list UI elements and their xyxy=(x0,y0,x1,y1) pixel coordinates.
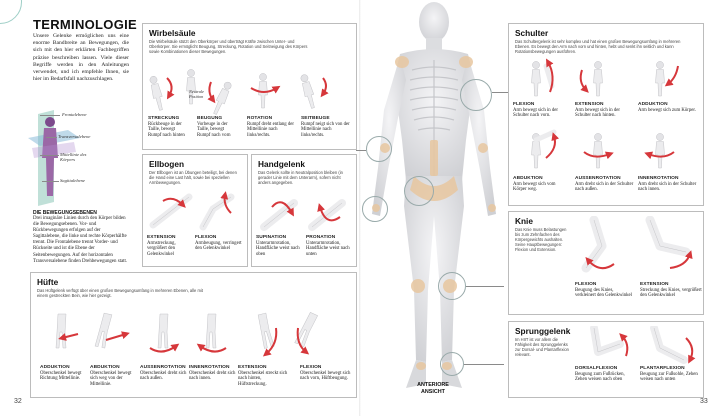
spine-item-1: STRECKUNG Rückbeuge in der Taille, bewegt Rumpf nach hinten xyxy=(148,116,185,138)
wrist-supination-figure xyxy=(258,193,302,238)
hip-flexion-figure xyxy=(292,304,336,371)
hip-internal-rotation-figure xyxy=(192,304,232,371)
plane-label-transversal: Transversalebene xyxy=(58,134,91,139)
wrist-circle xyxy=(362,196,388,222)
ankle-item-1: DORSALFLEXION Beugung zum Fußrücken, Zehen weisen nach oben xyxy=(575,366,625,383)
shoulder-item-4: ABDUKTION Arm bewegt sich vom Körper weg. xyxy=(513,176,556,193)
ankle-circle xyxy=(440,352,464,376)
knee-flexion-figure xyxy=(574,216,634,283)
spine-item-4: SEITBEUGE Rumpf neigt sich von der Mittellinie nach links/rechts. xyxy=(301,116,350,138)
huefte-text: Das Hüftgelenk verfügt über einen großen Bewegungsumfang in mehreren Ebenen, alle mit einem gestreckten Bein, wie hier gezeigt. xyxy=(37,288,203,298)
hip-item-5: EXTENSION Oberschenkel streckt sich nach hinten, Hüftstreckung. xyxy=(238,365,288,387)
huefte-title: Hüfte xyxy=(37,277,59,287)
plane-label-midline: Mittellinie des Körpers xyxy=(60,152,87,163)
plane-leader-1 xyxy=(40,115,60,116)
shoulder-internal-rotation-figure xyxy=(638,128,682,177)
hip-item-6: FLEXION Oberschenkel bewegt sich nach vorn, Hüftbeugung. xyxy=(300,365,351,382)
knie-text: Das Knie muss Belastungen bis zum Zehnfachen des Körpergewichts aushalten. Seine Hauptbewegungen: Flexion und Extension. xyxy=(515,227,567,252)
spine-rotation-figure xyxy=(247,70,281,119)
planes-title: DIE BEWEGUNGSEBENEN xyxy=(33,210,97,216)
wrist-pronation-figure xyxy=(306,193,350,238)
neutral-label: Neutrale Position xyxy=(189,89,205,99)
hip-item-3: AUSSENROTATION Oberschenkel dreht sich nach außen. xyxy=(140,365,187,382)
knie-title: Knie xyxy=(515,216,533,226)
view-label-line1: ANTERIORE xyxy=(417,382,449,388)
shoulder-item-2: EXTENSION Arm bewegt sich in der Schulter nach hinten. xyxy=(575,102,621,119)
hip-item-2: ABDUKTION Oberschenkel bewegt sich weg von der Mittellinie. xyxy=(90,365,132,387)
intro-text: Unsere Gelenke ermöglichen uns eine enorme Bandbreite an Bewegungen, die sich mit den hier erklärten Fachbegriffen präzise beschreiben lassen. Viele dieser Begriffe werden in den Anleitungen verwendet, und ich empfehle Ihnen, sie hier im Bedarfsfall nachzuschlagen. xyxy=(33,33,129,83)
view-label-line2: ANSICHT xyxy=(421,388,445,395)
elbow-item-2: FLEXION Armbeugung, verringert den Gelenkwinkel xyxy=(195,235,242,252)
handgelenk-panel xyxy=(251,154,357,267)
elbow-extension-figure xyxy=(149,191,193,236)
hip-item-4: INNENROTATION Oberschenkel dreht sich nach innen. xyxy=(189,365,236,382)
plane-label-sagittal: Sagittalebene xyxy=(60,178,86,183)
view-label xyxy=(410,382,456,395)
hip-external-rotation-figure xyxy=(144,304,184,371)
shoulder-circle xyxy=(460,79,492,111)
spine-sidebend-figure xyxy=(297,70,331,119)
wirbelsaeule-title: Wirbelsäule xyxy=(149,28,196,38)
ankle-dorsiflexion-figure xyxy=(574,326,634,371)
decorative-ring xyxy=(0,0,22,24)
knee-circle xyxy=(438,272,466,300)
ellbogen-panel xyxy=(142,154,248,267)
sprunggelenk-title: Sprunggelenk xyxy=(515,326,571,336)
page-title: TERMINOLOGIE xyxy=(33,17,137,32)
plane-leader-2 xyxy=(46,137,57,138)
ankle-item-2: PLANTARFLEXION Beugung zur Fußsohle, Zehen weisen nach unten xyxy=(640,366,698,383)
handgelenk-text: Das Gelenk sollte in Neutralposition bleiben (in gerader Linie mit dem Unterarm), sofern nicht anders angegeben. xyxy=(258,170,343,185)
plane-leader-3 xyxy=(40,155,59,156)
spine-extension-figure xyxy=(147,72,177,121)
shoulder-item-6: INNENROTATION Arm dreht sich in der Schulter nach innen. xyxy=(638,176,697,193)
elbow-item-1: EXTENSION Armstreckung, vergrößert den Gelenkwinkel xyxy=(147,235,176,257)
schulter-text: Das Schultergelenk ist sehr komplex und hat einen großen Bewegungsumfang in mehreren Ebenen. Es bewegt den Arm nach vorn und hinten, hebt und senkt ihn seitlich und kann Rotationsbewegungen ausführen. xyxy=(515,39,681,54)
schulter-title: Schulter xyxy=(515,28,549,38)
spine-item-3: ROTATION Rumpf dreht entlang der Mittellinie nach links/rechts. xyxy=(247,116,295,138)
shoulder-item-3: ADDUKTION Arm bewegt sich zum Körper. xyxy=(638,102,696,113)
plane-leader-4 xyxy=(42,181,59,182)
planes-text: Drei imaginäre Linien durch den Körper bilden die Bewegungsebenen. Vor- und Rückbewegungen erfolgen auf der Sagittalebene, die linke und rechte Körperhälfte trennt. Die Frontalebene trennt Vorder- und Rückseite und ist die Ebene der Seitenbewegungen. Auf der horizontalen Transversalebene finden Drehbewegungen statt. xyxy=(33,216,128,264)
shoulder-extension-figure xyxy=(576,56,620,105)
wrist-item-1: SUPINATION Unterarmrotation, Handfläche weist nach oben xyxy=(256,235,300,257)
page-number-right: 33 xyxy=(700,398,708,405)
wirbelsaeule-text: Die Wirbelsäule stützt den Oberkörper und überträgt Kräfte zwischen Unter- und Oberkörper. Sie ermöglicht Beugung, Streckung, Rotation und Seitneigung des Körpers sowie Kombinationen dieser Bewegungen. xyxy=(149,39,308,54)
ellbogen-title: Ellbogen xyxy=(149,159,185,169)
shoulder-abduction-figure xyxy=(516,128,560,177)
knee-item-1: FLEXION Beugung des Knies, verkleinert den Gelenkwinkel xyxy=(575,282,633,299)
shoulder-item-5: AUSSENROTATION Arm dreht sich in der Schulter nach außen. xyxy=(575,176,634,193)
knee-leader xyxy=(466,286,504,287)
knee-item-2: EXTENSION Streckung des Knies, vergrößert den Gelenkwinkel xyxy=(640,282,702,299)
shoulder-external-rotation-figure xyxy=(576,128,620,177)
spine-item-2: BEUGUNG Vorbeuge in der Taille, bewegt Rumpf nach vorn xyxy=(197,116,231,138)
handgelenk-title: Handgelenk xyxy=(258,159,306,169)
hip-extension-figure xyxy=(242,304,282,371)
shoulder-item-1: FLEXION Arm bewegt sich in der Schulter nach vorn. xyxy=(513,102,559,119)
shoulder-leader xyxy=(492,92,508,93)
ellbogen-text: Der Ellbogen ist an Übungen beteiligt, bei denen die Hand eine Last hält, sowie bei speziellen Armbewegungen. xyxy=(149,170,237,185)
hip-adduction-figure xyxy=(44,304,84,371)
wrist-item-2: PRONATION Unterarmrotation, Handfläche weist nach unten xyxy=(306,235,350,257)
knee-extension-figure xyxy=(640,216,700,283)
hip-circle xyxy=(404,176,434,206)
hip-item-1: ADDUKTION Oberschenkel bewegt Richtung Mittellinie. xyxy=(40,365,82,382)
ankle-leader xyxy=(464,364,504,365)
page-gutter xyxy=(359,0,361,416)
elbow-leader xyxy=(356,150,366,151)
shoulder-flexion-figure xyxy=(516,56,560,105)
shoulder-adduction-figure xyxy=(638,56,682,105)
ankle-plantarflexion-figure xyxy=(640,326,700,371)
sprunggelenk-text: Im HIIT ist vor allem die Fähigkeit des Sprunggelenks zur Dorsal- und Plantarflexion relevant. xyxy=(515,337,569,357)
elbow-flexion-figure xyxy=(197,191,241,236)
plane-label-frontal: Frontalebene xyxy=(62,112,87,117)
elbow-circle xyxy=(366,136,392,162)
wirbelsaeule-panel xyxy=(142,23,357,150)
page-number-left: 32 xyxy=(14,398,22,405)
hip-abduction-figure xyxy=(94,304,134,371)
